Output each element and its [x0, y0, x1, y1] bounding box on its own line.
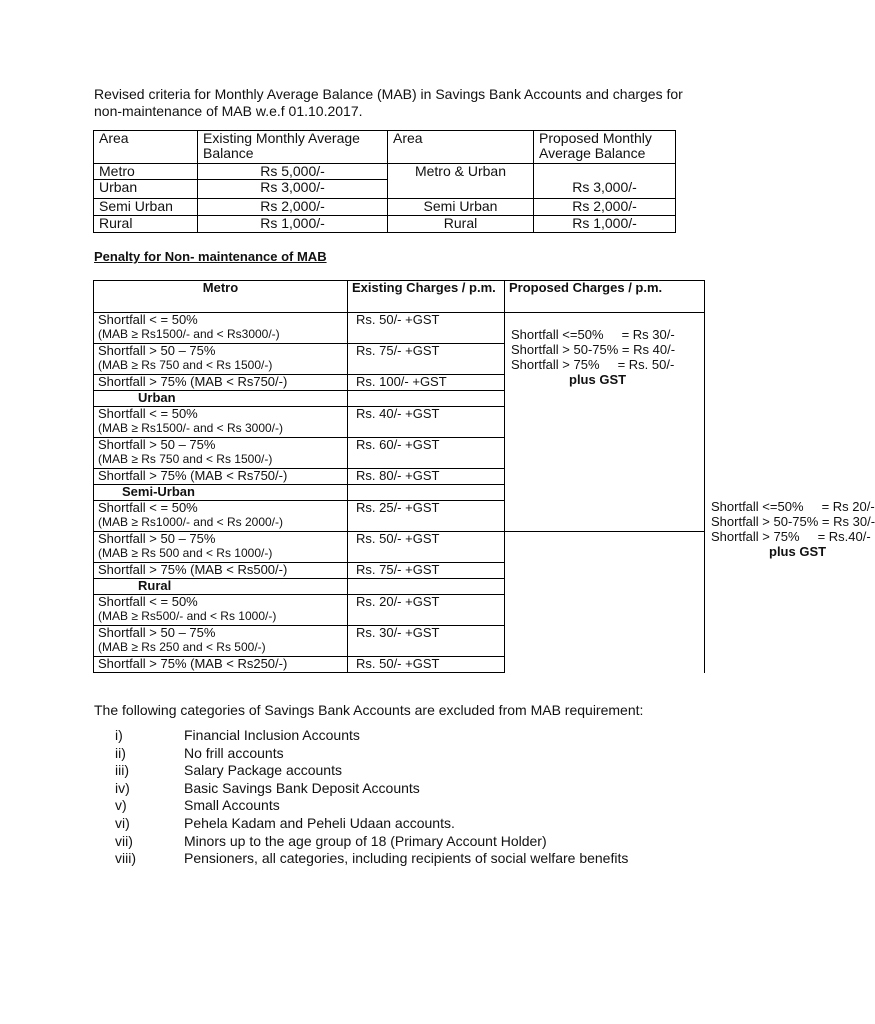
mab-proposed-cell: Rs 2,000/-	[534, 199, 676, 216]
penalty-charge: Rs. 50/- +GST	[348, 657, 505, 673]
penalty-charge: Rs. 25/- +GST	[348, 501, 505, 532]
penalty-row-label: Shortfall > 50 – 75% (MAB ≥ Rs 750 and < Rs 1500/-)	[94, 344, 348, 375]
penalty-row-label: Shortfall < = 50% (MAB ≥ Rs1500/- and < Rs3000/-)	[94, 313, 348, 344]
mab-proposed-cell: Rs 1,000/-	[534, 216, 676, 233]
penalty-header-existing: Existing Charges / p.m.	[348, 281, 505, 313]
list-item: v) Small Accounts	[115, 797, 280, 814]
penalty-row-label: Shortfall < = 50% (MAB ≥ Rs1000/- and < Rs 2000/-)	[94, 501, 348, 532]
penalty-charge: Rs. 30/- +GST	[348, 626, 505, 657]
exclusions-intro: The following categories of Savings Bank Accounts are excluded from MAB requirement:	[94, 702, 644, 718]
penalty-charge: Rs. 75/- +GST	[348, 563, 505, 579]
mab-new-area-cell: Rural	[388, 216, 534, 233]
penalty-row-label: Shortfall > 50 – 75% (MAB ≥ Rs 750 and < Rs 1500/-)	[94, 438, 348, 469]
mab-metro-urban-proposed-cell: Rs 3,000/-	[534, 164, 676, 199]
penalty-charge: Rs. 20/- +GST	[348, 595, 505, 626]
mab-area-cell: Rural	[94, 216, 198, 233]
list-item: i) Financial Inclusion Accounts	[115, 727, 360, 743]
penalty-row-label: Shortfall < = 50% (MAB ≥ Rs1500/- and < Rs 3000/-)	[94, 407, 348, 438]
penalty-row-label: Shortfall < = 50% (MAB ≥ Rs500/- and < Rs 1000/-)	[94, 595, 348, 626]
list-item: iv) Basic Savings Bank Deposit Accounts	[115, 779, 420, 796]
penalty-proposed-metro-urban: Shortfall <=50% = Rs 30/- Shortfall > 50-75% = Rs 40/- Shortfall > 75% = Rs. 50/- plus GST	[505, 313, 705, 532]
intro-paragraph: Revised criteria for Monthly Average Balance (MAB) in Savings Bank Accounts and charges for non-maintenance of MAB w.e.f 01.10.2017.	[94, 86, 683, 119]
penalty-charge: Rs. 75/- +GST	[348, 344, 505, 375]
penalty-charge: Rs. 80/- +GST	[348, 469, 505, 485]
exclusions-list	[115, 727, 628, 868]
penalty-row-label: Shortfall > 75% (MAB < Rs750/-)	[94, 375, 348, 391]
mab-metro-urban-cell: Metro & Urban	[388, 164, 534, 199]
penalty-row-label: Shortfall > 75% (MAB < Rs750/-)	[94, 469, 348, 485]
penalty-charge: Rs. 60/- +GST	[348, 438, 505, 469]
list-item: ii) No frill accounts	[115, 744, 284, 761]
mab-area-cell: Semi Urban	[94, 199, 198, 216]
penalty-group-rural: Rural	[94, 579, 348, 595]
mab-area-cell: Urban	[94, 180, 198, 199]
penalty-group-urban: Urban	[94, 391, 348, 407]
penalty-header-proposed: Proposed Charges / p.m.	[505, 281, 705, 313]
list-item: vi) Pehela Kadam and Peheli Udaan accounts.	[115, 814, 455, 831]
mab-header-area: Area	[94, 131, 198, 164]
penalty-title: Penalty for Non- maintenance of MAB	[94, 249, 327, 264]
penalty-header-metro: Metro	[94, 281, 348, 313]
penalty-row-label: Shortfall > 75% (MAB < Rs500/-)	[94, 563, 348, 579]
penalty-table: Metro Existing Charges / p.m. Proposed Charges / p.m. Shortfall < = 50% (MAB ≥ Rs1500/- and < Rs3000/-) Rs. 50/- +GST Shortfall <=50% = Rs 30/- Shortfall > 50-75% = Rs 40/- Shortfall > 75% = Rs. 50/- plus GST Shortfall > 50 – 75% (MAB ≥ Rs 750 and < Rs 1500/-) Rs. 75/- +GST Shortfall > 75% (MAB < Rs750/-) Rs. 100/- +GST Urban Shortfall < = 50% (MAB ≥ Rs1500/- and < Rs 3000/-) Rs. 40/- +GST Shortfall > 50 – 75% (MAB ≥ Rs 750 and < Rs 1500/-) Rs. 60/- +GST Shortfall > 75% (MAB < Rs750/-) Rs. 80/- +GST Semi-Urban Shortfall <=50% = Rs 20/- Shortfall > 50-75% = Rs 30/- Shortfall > 75% = Rs.40/- plus GST Shortfall < = 50% (MAB ≥ Rs1000/- and < Rs 2000/-) Rs. 25/- +GST Shortfall > 50 – 75% (MAB ≥ Rs 500 and < Rs 1000/-) Rs. 50/- +GST Shortfall > 75% (MAB < Rs500/-) Rs. 75/- +GST Rural Shortfall < = 50% (MAB ≥ Rs500/- and < Rs 1000/-) Rs. 20/- +GST Shortfall > 50 – 75% (MAB ≥ Rs 250 and < Rs 500/-) Rs. 30/- +GST Shortfall > 75% (MAB < Rs250/-) Rs. 50/- +GST	[93, 280, 705, 673]
mab-existing-cell: Rs 1,000/-	[198, 216, 388, 233]
mab-existing-cell: Rs 5,000/-	[198, 164, 388, 180]
penalty-row-label: Shortfall > 50 – 75% (MAB ≥ Rs 250 and < Rs 500/-)	[94, 626, 348, 657]
mab-area-cell: Metro	[94, 164, 198, 180]
list-item: viii) Pensioners, all categories, including recipients of social welfare benefits	[115, 850, 629, 867]
mab-header-existing: Existing Monthly Average Balance	[198, 131, 388, 164]
penalty-charge: Rs. 100/- +GST	[348, 375, 505, 391]
list-item: iii) Salary Package accounts	[115, 762, 342, 779]
list-item: vii) Minors up to the age group of 18 (Primary Account Holder)	[115, 832, 547, 849]
mab-new-area-cell: Semi Urban	[388, 199, 534, 216]
penalty-charge: Rs. 40/- +GST	[348, 407, 505, 438]
mab-header-new-area: Area	[388, 131, 534, 164]
mab-table	[93, 130, 676, 233]
mab-existing-cell: Rs 3,000/-	[198, 180, 388, 199]
penalty-group-semi-urban: Semi-Urban	[94, 485, 348, 501]
mab-existing-cell: Rs 2,000/-	[198, 199, 388, 216]
penalty-charge: Rs. 50/- +GST	[348, 313, 505, 344]
penalty-row-label: Shortfall > 75% (MAB < Rs250/-)	[94, 657, 348, 673]
penalty-row-label: Shortfall > 50 – 75% (MAB ≥ Rs 500 and < Rs 1000/-)	[94, 532, 348, 563]
mab-header-proposed: Proposed Monthly Average Balance	[534, 131, 676, 164]
penalty-charge: Rs. 50/- +GST	[348, 532, 505, 563]
